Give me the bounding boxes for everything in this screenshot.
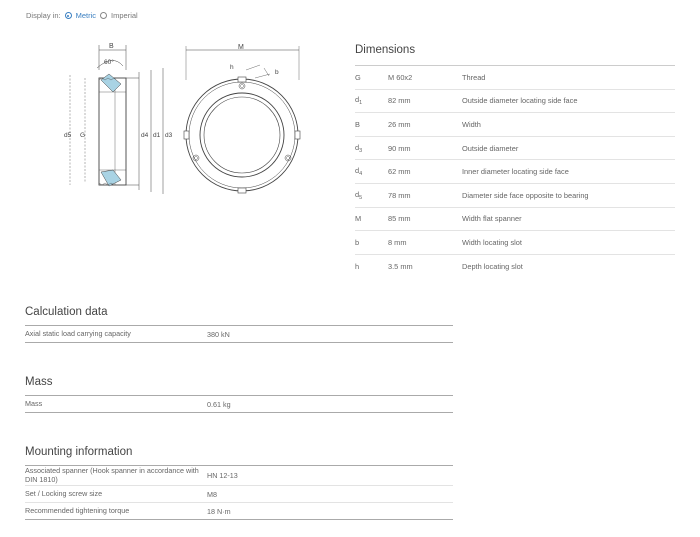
mounting-section [25, 446, 453, 520]
dimension-value: 85 mm [388, 214, 411, 224]
dimension-symbol: B [355, 119, 360, 129]
table-row [25, 503, 453, 520]
row-value: 380 kN [207, 329, 230, 339]
dimension-row [355, 160, 675, 184]
table-row [25, 486, 453, 503]
dimension-row [355, 66, 675, 90]
label-d4: d4 [141, 132, 149, 139]
table-row [25, 466, 453, 486]
dimensions-title: Dimensions [355, 44, 416, 56]
dimension-value: M 60x2 [388, 72, 413, 82]
label-G: G [80, 132, 86, 139]
dimension-row [355, 113, 675, 137]
row-value: 0.61 kg [207, 399, 231, 409]
dimension-symbol: $d_1$ [355, 95, 363, 107]
dimension-row [355, 231, 675, 255]
calculation-title: Calculation data [25, 306, 108, 318]
dimension-description: Thread [462, 72, 486, 82]
row-label: Associated spanner (Hook spanner in accordance with DIN 1810) [25, 466, 199, 484]
dimension-row [355, 208, 675, 232]
dimension-value: 62 mm [388, 167, 411, 177]
dimension-symbol: h [355, 261, 360, 271]
table-row [25, 326, 453, 343]
row-value: M8 [207, 489, 217, 499]
row-label: Recommended tightening torque [25, 505, 130, 515]
imperial-option-label[interactable]: Imperial [111, 11, 138, 20]
dimension-symbol: M [355, 214, 362, 224]
dimension-row [355, 184, 675, 208]
front-view [184, 46, 300, 193]
mass-table [25, 395, 453, 413]
dimension-value: 8 mm [388, 237, 407, 247]
dimensions-section [355, 44, 675, 277]
dimension-symbol: b [355, 237, 360, 247]
mounting-table [25, 465, 453, 520]
dimension-description: Diameter side face opposite to bearing [462, 190, 589, 200]
imperial-radio[interactable] [100, 12, 107, 19]
dimensions-table [355, 65, 675, 277]
label-M: M [238, 44, 244, 51]
dimension-value: 90 mm [388, 143, 411, 153]
dimension-description: Outside diameter locating side face [462, 96, 578, 106]
dimension-row [355, 255, 675, 278]
label-d5: d5 [64, 132, 72, 139]
dimension-symbol: $d_5$ [355, 189, 363, 201]
dimension-value: 3.5 mm [388, 261, 413, 271]
metric-radio[interactable] [65, 12, 72, 19]
row-value: 18 N·m [207, 506, 231, 516]
row-label: Axial static load carrying capacity [25, 328, 131, 338]
label-b: b [275, 69, 279, 76]
dimension-description: Depth locating slot [462, 261, 523, 271]
calculation-section [25, 306, 453, 343]
dimension-description: Outside diameter [462, 143, 519, 153]
label-d3: d3 [165, 132, 173, 139]
dimension-row [355, 137, 675, 161]
dimension-symbol: $d_4$ [355, 166, 363, 178]
row-label: Set / Locking screw size [25, 488, 103, 498]
dimension-value: 26 mm [388, 119, 411, 129]
calculation-table [25, 325, 453, 343]
mounting-title: Mounting information [25, 446, 133, 458]
technical-drawing [55, 40, 315, 200]
dimension-description: Inner diameter locating side face [462, 167, 569, 177]
mass-section [25, 376, 453, 413]
dimension-value: 78 mm [388, 190, 411, 200]
table-row [25, 396, 453, 413]
side-section-view [70, 45, 163, 194]
label-d1: d1 [153, 132, 161, 139]
label-h: h [230, 64, 234, 71]
dimension-description: Width flat spanner [462, 214, 522, 224]
unit-toggle [26, 11, 138, 20]
row-value: HN 12-13 [207, 471, 238, 480]
label-angle: 60° [104, 59, 114, 66]
dimension-row [355, 90, 675, 114]
dimension-value: 82 mm [388, 96, 411, 106]
dimension-description: Width [462, 119, 481, 129]
unit-toggle-label: Display in: [26, 11, 61, 20]
metric-option-label[interactable]: Metric [75, 11, 97, 20]
mass-title: Mass [25, 376, 53, 388]
dimension-symbol: G [355, 72, 361, 82]
label-B: B [109, 43, 114, 50]
dimension-description: Width locating slot [462, 237, 522, 247]
dimension-symbol: $d_3$ [355, 142, 363, 154]
row-label: Mass [25, 398, 43, 408]
